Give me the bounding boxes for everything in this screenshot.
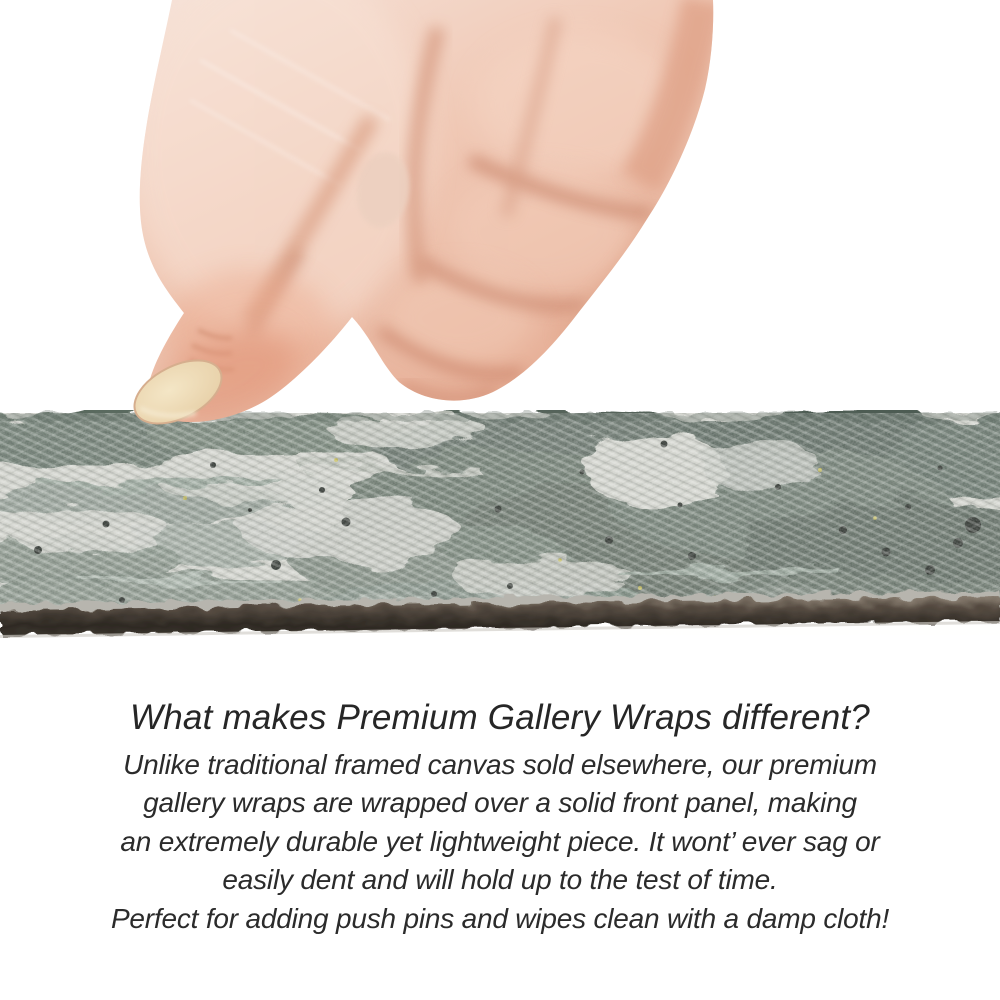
caption-line-3: an extremely durable yet lightweight piece. It wont’ ever sag or — [120, 825, 880, 857]
caption-line-2: gallery wraps are wrapped over a solid front panel, making — [143, 787, 857, 819]
hand-photo — [0, 0, 1000, 432]
caption-line-1: Unlike traditional framed canvas sold elsewhere, our premium — [123, 749, 877, 780]
caption-line-5: Perfect for adding push pins and wipes clean with a damp cloth! — [110, 902, 890, 934]
canvas-edge-photo — [0, 410, 1000, 638]
caption-block — [0, 697, 1000, 938]
caption-headline: What makes Premium Gallery Wraps different? — [130, 698, 870, 737]
caption-line-4: easily dent and will hold up to the test of time. — [222, 864, 778, 896]
